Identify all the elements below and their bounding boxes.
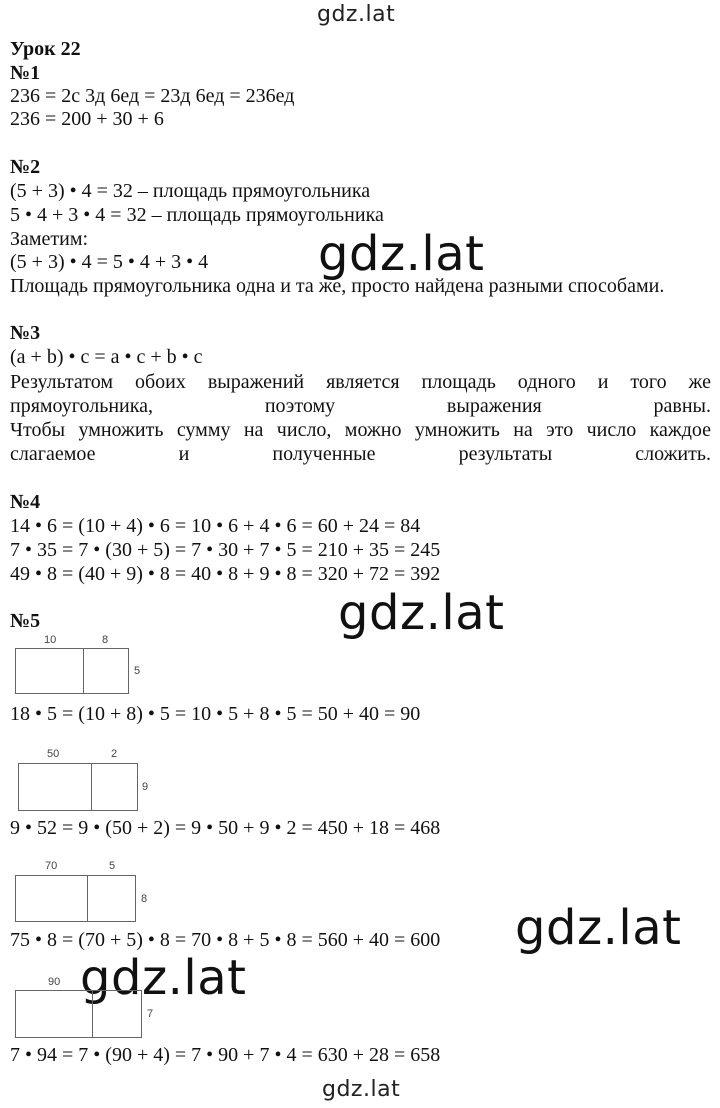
task2-line: 5 • 4 + 3 • 4 = 32 – площадь прямоугольника: [10, 204, 384, 226]
watermark-4: gdz.lat: [80, 950, 247, 1006]
watermark-1: gdz.lat: [318, 226, 485, 282]
task4-line: 14 • 6 = (10 + 4) • 6 = 10 • 6 + 4 • 6 = 60 + 24 = 84: [10, 515, 421, 537]
task3-paragraph: Чтобы умножить сумму на число, можно умножить на это число каждое слагаемое и полученные результаты сложить.: [10, 419, 711, 465]
task1-line: 236 = 2с 3д 6ед = 23д 6ед = 236ед: [10, 85, 295, 107]
task5-equation: 9 • 52 = 9 • (50 + 2) = 9 • 50 + 9 • 2 = 450 + 18 = 468: [10, 817, 441, 839]
dimension-label: 5: [134, 665, 141, 677]
dimension-label: 2: [111, 748, 118, 760]
dimension-label: 90: [48, 976, 61, 988]
task3-heading: №3: [10, 322, 41, 344]
task4-heading: №4: [10, 491, 41, 513]
task4-line: 7 • 35 = 7 • (30 + 5) = 7 • 30 + 7 • 5 = 210 + 35 = 245: [10, 539, 441, 561]
task2-line: Заметим:: [10, 228, 89, 250]
task2-heading: №2: [10, 156, 41, 178]
task5-equation: 75 • 8 = (70 + 5) • 8 = 70 • 8 + 5 • 8 = 560 + 40 = 600: [10, 929, 441, 951]
task3-formula: (a + b) • c = a • c + b • c: [10, 346, 203, 368]
dimension-label: 8: [141, 893, 148, 905]
task5-equation: 18 • 5 = (10 + 8) • 5 = 10 • 5 + 8 • 5 = 50 + 40 = 90: [10, 703, 421, 725]
task4-line: 49 • 8 = (40 + 9) • 8 = 40 • 8 + 9 • 8 = 320 + 72 = 392: [10, 563, 441, 585]
lesson-title: Урок 22: [10, 38, 81, 60]
rectangle-outline: [15, 648, 129, 694]
task2-line: Площадь прямоугольника одна и та же, просто найдена разными способами.: [10, 275, 665, 297]
dimension-label: 7: [147, 1008, 154, 1020]
task1-line: 236 = 200 + 30 + 6: [10, 108, 164, 130]
rectangle-outline: [18, 763, 138, 811]
rectangle-divider: [87, 875, 88, 922]
watermark-3: gdz.lat: [515, 900, 682, 956]
task3-paragraph: Результатом обоих выражений является площадь одного и того же прямоугольника, поэтому выражения равны.: [10, 371, 711, 417]
rectangle-divider: [92, 990, 93, 1038]
dimension-label: 8: [102, 634, 109, 646]
watermark-top: gdz.lat: [317, 2, 396, 27]
watermark-2: gdz.lat: [338, 585, 505, 641]
rectangle-divider: [83, 648, 84, 694]
dimension-label: 10: [44, 634, 57, 646]
task5-equation: 7 • 94 = 7 • (90 + 4) = 7 • 90 + 7 • 4 = 630 + 28 = 658: [10, 1044, 441, 1066]
dimension-label: 9: [142, 781, 149, 793]
rectangle-outline: [15, 990, 142, 1038]
task5-heading: №5: [10, 610, 41, 632]
task2-line: (5 + 3) • 4 = 32 – площадь прямоугольника: [10, 180, 371, 202]
dimension-label: 5: [109, 860, 116, 872]
dimension-label: 70: [45, 860, 58, 872]
task2-line: (5 + 3) • 4 = 5 • 4 + 3 • 4: [10, 251, 209, 273]
rectangle-outline: [15, 875, 136, 922]
rectangle-divider: [91, 763, 92, 811]
dimension-label: 50: [47, 748, 60, 760]
watermark-bottom: gdz.lat: [322, 1077, 401, 1102]
task1-heading: №1: [10, 62, 41, 84]
